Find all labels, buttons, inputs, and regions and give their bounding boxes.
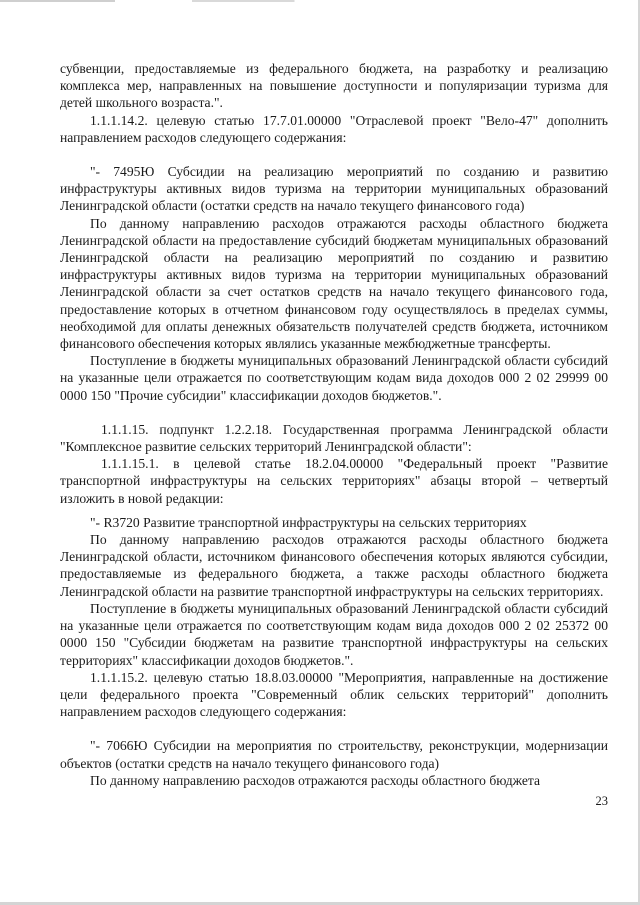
spacer [60,146,608,163]
paragraph-article-17-7-01: 1.1.1.14.2. целевую статью 17.7.01.00000 "Отраслевой проект "Вело-47" дополнить направлением расходов следующего содержания: [60,112,608,145]
paragraph-7066-subsidies: "- 7066Ю Субсидии на мероприятия по строительству, реконструкции, модернизации объектов (остатки средств на начало текущего финансового года) [60,738,608,771]
spacer [60,720,608,737]
document-body [60,60,608,789]
paragraph-7495-revenue-codes: Поступление в бюджеты муниципальных образований Ленинградской области субсидий на указанные цели отражается по соответствующим кодам вида доходов 000 2 02 29999 00 0000 150 "Прочие субсидии" классификации доходов бюджетов.". [60,353,608,403]
paragraph-r3720-title: "- R3720 Развитие транспортной инфраструктуры на сельских территориях [90,514,527,530]
paragraph-7495-subsidies: "- 7495Ю Субсидии на реализацию мероприятий по созданию и развитию инфраструктуры активных видов туризма на территории муниципальных образований Ленинградской области (остатки средств на начало текущего финансового года) [60,164,608,214]
paragraph-7495-description: По данному направлению расходов отражаются расходы областного бюджета Ленинградской области на предоставление субсидий бюджетам муниципальных образований Ленинградской области на реализацию мероприятий по созданию и развитию инфраструктуры активных видов туризма на территории муниципальных образований Ленинградской области за счет остатков средств на начало текущего финансового года, предоставление которых в отчетном финансовом году осуществлялось в пределах суммы, необходимой для оплаты денежных обязательств получателей средств бюджета, источником финансового обеспечения которых являлись указанные межбюджетные трансферты. [60,215,608,352]
paragraph-subitem-1-1-1-15-2: 1.1.1.15.2. целевую статью 18.8.03.00000 "Мероприятия, направленные на достижение цели федерального проекта "Современный облик сельских территорий" дополнить направлением расходов следующего содержания: [60,669,608,720]
paragraph-r3720-description: По данному направлению расходов отражаются расходы областного бюджета Ленинградской области, источником финансового обеспечения которых являются субсидии, предоставляемые из федерального бюджета, а также расходы областного бюджета Ленинградской области на развитие транспортной инфраструктуры на сельских территориях. [60,532,608,599]
paragraph-subvention-tail: субвенции, предоставляемые из федерального бюджета, на разработку и реализацию комплекса мер, направленных на повышение доступности и популяризации туризма для детей школьного возраста.". [60,61,608,111]
page-number: 23 [595,794,608,808]
paragraph-r3720-revenue-codes: Поступление в бюджеты муниципальных образований Ленинградской области субсидий на указанные цели отражается по соответствующим кодам вида доходов 000 2 02 25372 00 0000 150 "Субсидии бюджетам на развитие транспортной инфраструктуры на сельских территориях" классификации доходов бюджетов.". [60,600,608,668]
spacer [60,404,608,421]
scan-edge-top [0,0,640,2]
paragraph-subitem-1-1-1-15-1: 1.1.1.15.1. в целевой статье 18.2.04.00000 "Федеральный проект "Развитие транспортной инфраструктуры на сельских территориях" абзацы второй – четвертый изложить в новой редакции: [60,456,608,506]
paragraph-subitem-1-1-1-15: 1.1.1.15. подпункт 1.2.2.18. Государственная программа Ленинградской области "Комплексное развитие сельских территорий Ленинградской области": [60,421,608,455]
spacer [60,507,608,514]
paragraph-7066-description: По данному направлению расходов отражаются расходы областного бюджета [90,772,541,788]
